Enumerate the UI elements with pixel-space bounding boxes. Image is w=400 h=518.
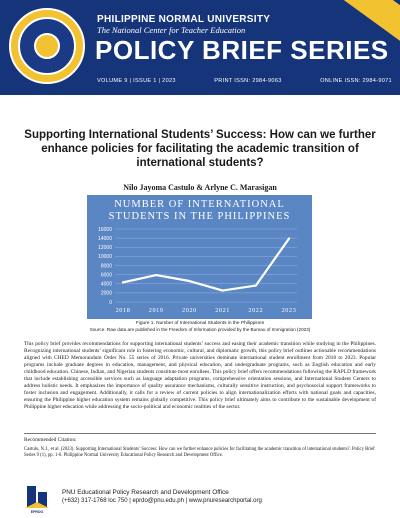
citation-label: Recommended Citation: bbox=[24, 437, 77, 443]
divider bbox=[24, 433, 376, 434]
abstract-paragraph: This policy brief provides recommendations for supporting international students’ success and easing their academic transition while studying in the Philippines. Recognizing international students’ significant role in fostering economic, cultural, and diplomatic growth, this policy brief outlines actionable recommendations aligned with CHED Memorandum Order No. 55 series of 2016. Private universities dominate international student enrollment from 2018 to 2023. Popular programs include graduate degrees in education, management, and physical education, and undergraduate programs, such as English education and early childhood education. Chinese, Indian, and Nigerian students constitute most enrollees. This policy brief offers recommendations following the RAPLD framework that include establishing accessible services such as language adaptation programs, comprehensive orientation sessions, and International Student Centers to address holistic needs. It emphasizes the importance of quality assurance mechanisms, culturally sensitive instruction, and psychosocial support frameworks to foster inclusion and engagement. Additionally, it calls for a review of current policies to align internationalization efforts with national goals and capacities, ensuring the Philippine higher education system remains globally competitive. This policy brief ultimately aims to contribute to the sustainable development of Philippine higher education while addressing the socio-political and economic realities of the sector. bbox=[24, 341, 376, 411]
y-tick-label: 14000 bbox=[98, 235, 112, 242]
eprdo-logo-icon bbox=[24, 484, 50, 512]
data-point bbox=[255, 285, 257, 287]
series-title: POLICY BRIEF SERIES bbox=[95, 35, 389, 65]
university-name: PHILIPPINE NORMAL UNIVERSITY bbox=[97, 14, 271, 25]
data-point bbox=[122, 282, 124, 284]
x-tick-label: 2023 bbox=[281, 307, 297, 314]
header-band bbox=[0, 0, 400, 95]
y-tick-label: 16000 bbox=[98, 226, 112, 233]
y-tick-label: 0 bbox=[109, 299, 112, 306]
y-tick-label: 10000 bbox=[98, 254, 112, 261]
university-tagline: The National Center for Teacher Education bbox=[97, 25, 246, 35]
y-tick-label: 6000 bbox=[100, 272, 112, 279]
figure-caption: Figure 1. Number of International Students in the Philippines bbox=[135, 321, 265, 326]
university-seal-logo bbox=[9, 8, 85, 84]
x-tick-label: 2020 bbox=[182, 307, 197, 314]
y-tick-label: 2000 bbox=[100, 290, 112, 297]
seal-core bbox=[34, 33, 60, 59]
chart-title-line-1: NUMBER OF INTERNATIONAL bbox=[114, 199, 285, 210]
y-tick-label: 12000 bbox=[98, 245, 112, 252]
eprdo-logo-label: EPRDO bbox=[30, 510, 44, 514]
contact-info: (+632) 317-1768 loc 750 | eprdo@pnu.edu.ph | www.pnuresearchportal.org bbox=[62, 498, 262, 504]
data-point bbox=[222, 290, 224, 292]
x-tick-label: 2022 bbox=[248, 307, 264, 314]
chart-panel bbox=[87, 195, 312, 319]
series-line bbox=[123, 239, 289, 291]
x-tick-label: 2018 bbox=[115, 307, 131, 314]
figure-source: Source. Raw data are published in the Freedom of Information provided by the Bureau of Immigration (2023) bbox=[89, 327, 311, 332]
y-tick-label: 4000 bbox=[100, 281, 112, 288]
seal-inner-ring bbox=[18, 17, 76, 75]
authors: Nilo Jayoma Castulo & Arlyne C. Marasigan bbox=[123, 183, 277, 192]
brief-title: Supporting International Students’ Success: How can we further enhance policies for facilitating the academic transition of international students? bbox=[24, 129, 376, 169]
y-tick-label: 8000 bbox=[100, 263, 112, 270]
data-point bbox=[155, 274, 157, 276]
volume-issue: VOLUME 9 | ISSUE 1 | 2023 bbox=[97, 78, 176, 84]
data-point bbox=[288, 238, 290, 240]
data-point bbox=[189, 280, 191, 282]
citation-text: Castulo, N.J., et al. (2023). Supporting International Students’ Success: How can we further enhance policies for facilitating the academic transition of international students?. Policy Brief Series 9 (1), pp. 1-6. Philippine Normal University Educational Policy Research and Development Office. bbox=[24, 447, 375, 458]
online-issn: ONLINE ISSN: 2984-9071 bbox=[320, 78, 392, 84]
chart-title-line-2: STUDENTS IN THE PHILIPPINES bbox=[108, 211, 291, 222]
x-tick-label: 2021 bbox=[215, 307, 230, 314]
print-issn: PRINT ISSN: 2984-9063 bbox=[214, 78, 282, 84]
x-tick-label: 2019 bbox=[148, 307, 164, 314]
publication-meta bbox=[97, 78, 392, 84]
office-name: PNU Educational Policy Research and Development Office bbox=[62, 489, 229, 496]
line-chart bbox=[87, 195, 312, 319]
